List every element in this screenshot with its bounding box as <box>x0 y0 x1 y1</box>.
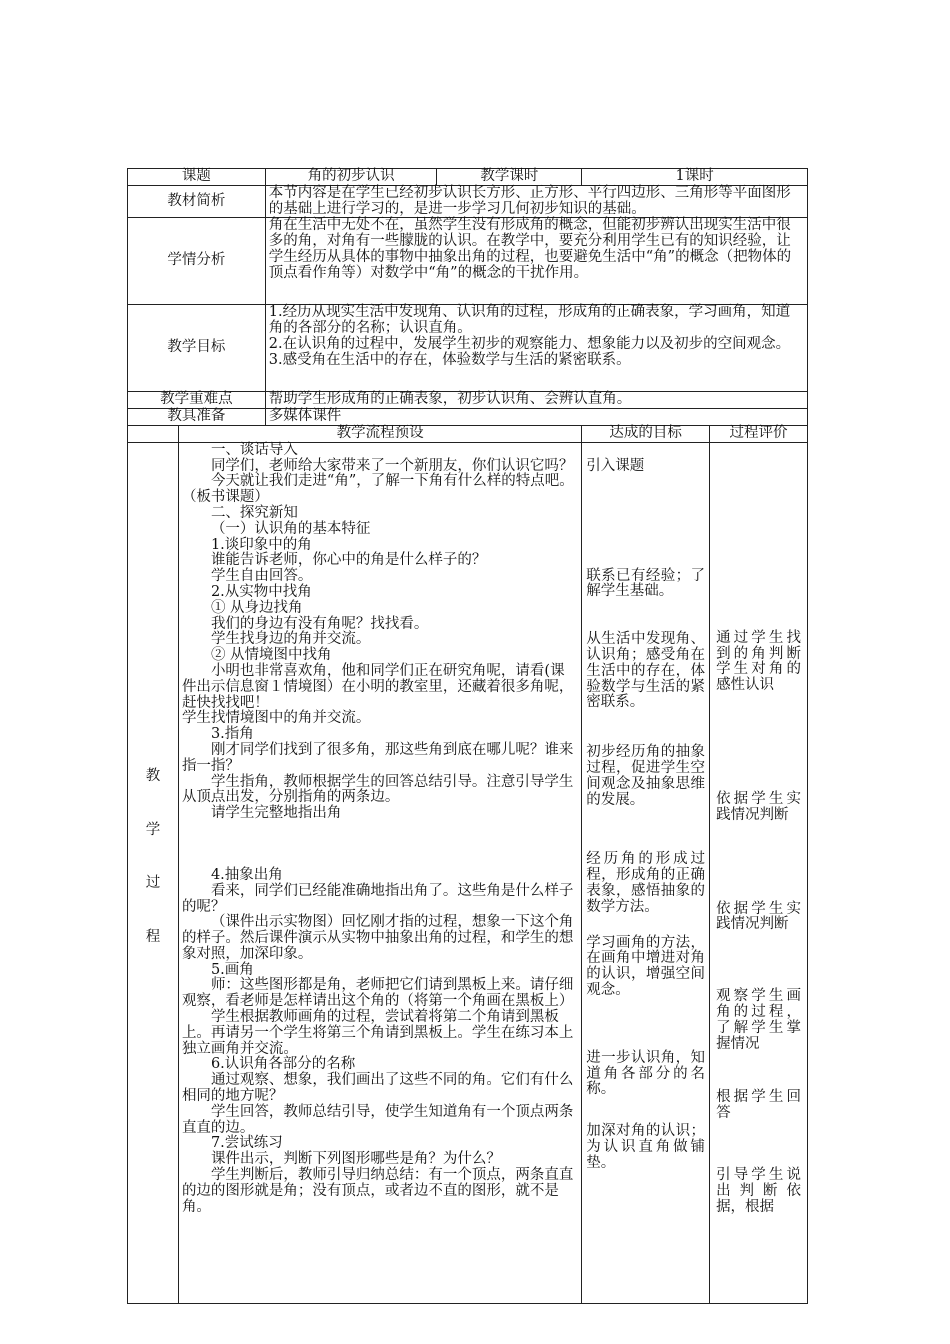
item-heading: 1.谈印象中的角 <box>210 536 312 553</box>
spacer <box>182 822 578 868</box>
flow-para: 看来，同学们已经能准确地指出角了。这些角是什么样子的呢？ <box>181 882 574 915</box>
lesson-plan-table <box>127 168 808 1304</box>
key-label: 教学重难点 <box>128 392 266 409</box>
header-row <box>128 169 808 186</box>
item-heading: 5.画角 <box>210 961 254 978</box>
eval-item: 引导学生说出判断依据，根据 <box>716 1166 801 1215</box>
target-item: 从生活中发现角、认识角；感受角在生活中的存在，体验数学与生活的紧密联系。 <box>586 631 706 711</box>
section-heading: 一、谈话导入 <box>210 441 298 458</box>
tools-text: 多媒体课件 <box>265 409 807 426</box>
goal-item: 2.在认识角的过程中，发展学生初步的观察能力、想象能力以及初步的空间观念。 <box>268 335 791 352</box>
flow-para: 师：这些图形都是角，老师把它们请到黑板上来。请仔细观察，看老师是怎样请出这个角的（将第一个角画在黑板上） <box>181 977 574 1010</box>
item-heading: 7.尝试练习 <box>210 1135 283 1152</box>
col-flow: 教学流程预设 <box>178 425 581 442</box>
section-heading: 二、探究新知 <box>210 504 298 521</box>
target-item: 联系已有经验；了解学生基础。 <box>586 567 706 600</box>
goals-row <box>128 305 808 392</box>
item-heading: 4.抽象出角 <box>210 866 283 883</box>
flow-para: （课件出示实物图）回忆刚才指的过程，想象一下这个角的样子。然后课件演示从实物中抽象出角的过程，和学生的想象对照，加深印象。 <box>181 914 574 962</box>
item-heading: 6.认识角各部分的名称 <box>210 1056 356 1073</box>
material-label: 教材简析 <box>128 185 266 218</box>
student-row <box>128 218 808 305</box>
flow-para: 学生回答，教师总结引导，使学生知道角有一个顶点两条直直的边。 <box>181 1103 574 1136</box>
flow-para: 学生自由回答。 <box>210 568 313 585</box>
eval-item: 依据学生实践情况判断 <box>716 900 801 933</box>
target-item: 进一步认识角，知道角各部分的名称。 <box>586 1049 706 1098</box>
col-target: 达成的目标 <box>582 425 710 442</box>
target-item: 初步经历角的抽象过程，促进学生空间观念及抽象思维的发展。 <box>586 744 706 808</box>
goals-label: 教学目标 <box>128 305 266 392</box>
col-eval: 过程评价 <box>710 425 808 442</box>
student-text: 角在生活中无处不在，虽然学生没有形成角的概念，但能初步辨认出现实生活中很多的角，对角有一些朦胧的认识。在教学中，要充分利用学生已有的知识经验，让学生经历从具体的事物中抽象出角的过程，也要避免生活中“角”的概念（把物体的顶点看作角等）对数学中“角”的概念的干扰作用。 <box>265 218 807 305</box>
eval-cell <box>710 442 808 1303</box>
target-item: 学习画角的方法，在画角中增进对角的认识，增强空间观念。 <box>586 934 706 998</box>
flow-para: 学生找身边的角并交流。 <box>210 631 371 648</box>
side-char: 教 <box>145 767 161 784</box>
hours-label: 教学课时 <box>437 169 582 186</box>
side-char: 学 <box>145 821 161 838</box>
target-item: 引入课题 <box>586 457 645 474</box>
target-item: 加深对角的认识；为认识直角做铺垫。 <box>586 1123 706 1171</box>
eval-item: 观察学生画角的过程，了解学生掌握情况 <box>716 988 801 1052</box>
process-corner <box>128 425 179 442</box>
goals-cell <box>265 305 807 392</box>
key-text: 帮助学生形成角的正确表象，初步认识角、会辨认直角。 <box>265 392 807 409</box>
tools-label: 教具准备 <box>128 409 266 426</box>
student-label: 学情分析 <box>128 218 266 305</box>
flow-para: 刚才同学们找到了很多角，那这些角到底在哪儿呢？谁来指一指？ <box>181 741 574 774</box>
flow-para: 学生判断后，教师引导归纳总结：有一个顶点，两条直直的边的图形就是角；没有顶点，或者边不直的图形，就不是角。 <box>181 1167 574 1215</box>
goal-item: 3.感受角在生活中的存在，体验数学与生活的紧密联系。 <box>268 351 631 368</box>
process-header-row <box>128 425 808 442</box>
material-row <box>128 185 808 218</box>
tools-row <box>128 409 808 426</box>
flow-para: 我们的身边有没有角呢？找找看。 <box>210 615 429 632</box>
sub-heading: （一）认识角的基本特征 <box>210 520 371 537</box>
flow-para: 学生根据教师画角的过程，尝试着将第二个角请到黑板上。再请另一个学生将第三个角请到黑板上。学生在练习本上独立画角并交流。 <box>181 1009 574 1057</box>
hours-value: 1课时 <box>582 169 808 186</box>
flow-para: 今天就让我们走进“角”，了解一下角有什么样的特点吧。（板书课题） <box>181 473 574 506</box>
flow-para: 通过观察、想象，我们画出了这些不同的角。它们有什么相同的地方呢？ <box>181 1072 574 1105</box>
topic-value: 角的初步认识 <box>265 169 437 186</box>
flow-para: 学生指角，教师根据学生的回答总结引导。注意引导学生从顶点出发，分别指角的两条边。 <box>181 773 574 806</box>
item-heading: 2.从实物中找角 <box>210 583 312 600</box>
flow-para: 同学们，老师给大家带来了一个新朋友，你们认识它吗？ <box>210 457 574 474</box>
key-row <box>128 392 808 409</box>
item-heading: 3.指角 <box>210 726 254 743</box>
target-item: 经历角的形成过程，形成角的正确表象，感悟抽象的数学方法。 <box>586 851 706 915</box>
side-char: 程 <box>145 929 161 946</box>
side-char: 过 <box>145 875 161 892</box>
eval-item: 依据学生实践情况判断 <box>716 790 801 823</box>
flow-para: ① 从身边找角 <box>210 599 303 616</box>
flow-para: 学生找情境图中的角并交流。 <box>181 710 371 727</box>
flow-para: 请学生完整地指出角 <box>210 805 342 822</box>
flow-para: 课件出示，判断下列图形哪些是角？为什么？ <box>210 1151 501 1168</box>
process-side-label <box>128 442 179 1303</box>
topic-label: 课题 <box>128 169 266 186</box>
goal-item: 1.经历从现实生活中发现角、认识角的过程，形成角的正确表象，学习画角，知道角的各部分的名称；认识直角。 <box>268 304 791 337</box>
flow-para: 小明也非常喜欢角，他和同学们正在研究角呢，请看(课件出示信息窗１情境图）在小明的教室里，还藏着很多角呢，赶快找找吧！ <box>181 662 574 711</box>
eval-item: 通过学生找到的角判断学生对角的感性认识 <box>716 629 801 694</box>
material-text: 本节内容是在学生已经初步认识长方形、正方形、平行四边形、三角形等平面图形的基础上进行学习的，是进一步学习几何初步知识的基础。 <box>265 185 807 218</box>
eval-item: 根据学生回答 <box>716 1089 801 1122</box>
target-cell <box>582 442 710 1303</box>
flow-para: 谁能告诉老师，你心中的角是什么样子的？ <box>210 552 487 569</box>
flow-para: ② 从情境图中找角 <box>210 647 332 664</box>
flow-cell <box>178 442 581 1303</box>
